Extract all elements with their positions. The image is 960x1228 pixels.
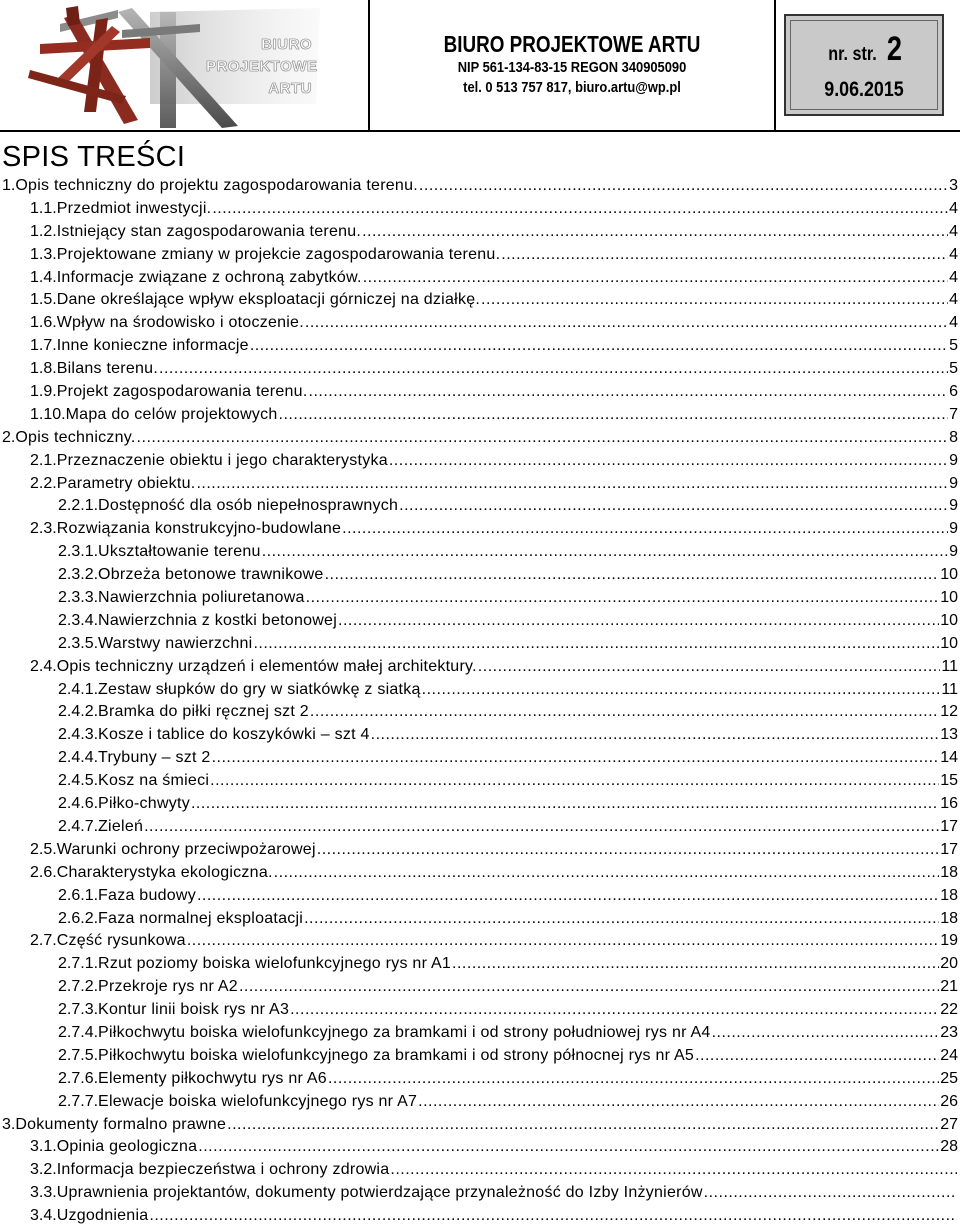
toc-dot-leader — [419, 175, 948, 198]
toc-entry-text: Wpływ na środowisko i otoczenie. — [56, 314, 304, 332]
toc-dot-leader — [239, 976, 939, 999]
toc-entry-page: 25 — [940, 1069, 958, 1087]
company-logo — [0, 0, 368, 132]
toc-entry-number: 1.1. — [30, 199, 57, 217]
toc-entry-text: Informacja bezpieczeństwa i ochrony zdrowia — [56, 1161, 390, 1179]
toc-entry-number: 1.2. — [30, 222, 57, 240]
toc-entry[interactable] — [0, 610, 960, 633]
toc-entry-text: Faza normalnej eksploatacji — [98, 909, 304, 927]
toc-entry-number: 2.4.1. — [58, 680, 99, 698]
toc-entry-text: Trybuny – szt 2 — [98, 749, 211, 767]
toc-dot-leader — [290, 999, 939, 1022]
toc-entry-text: Piłkochwytu boiska wielofunkcyjnego za bramkami i od strony północnej rys nr A5 — [98, 1046, 695, 1064]
toc-entry-page: 17 — [940, 840, 958, 858]
toc-entry-text: Charakterystyka ekologiczna. — [56, 863, 273, 881]
toc-entry[interactable] — [0, 862, 960, 885]
toc-dot-leader — [187, 930, 939, 953]
toc-entry-text: Zestaw słupków do gry w siatkówkę z siatką — [98, 680, 421, 698]
toc-entry-text: Nawierzchnia z kostki betonowej — [98, 611, 337, 629]
toc-entry[interactable] — [0, 312, 960, 335]
toc-entry-page: 10 — [940, 589, 958, 607]
toc-entry-text: Kontur linii boisk rys nr A3 — [98, 1001, 290, 1019]
toc-entry[interactable] — [0, 289, 960, 312]
table-of-contents — [0, 175, 960, 1228]
toc-dot-leader — [279, 404, 949, 427]
toc-entry-text: Kosz na śmieci — [98, 772, 210, 790]
toc-entry-number: 3.2. — [30, 1161, 57, 1179]
toc-entry-page: 21 — [940, 978, 958, 996]
toc-entry[interactable] — [0, 747, 960, 770]
toc-entry-text: Bilans terenu. — [56, 360, 159, 378]
toc-entry-text: Kosze i tablice do koszykówki – szt 4 — [98, 726, 370, 744]
toc-dot-leader — [149, 1205, 957, 1228]
toc-entry-text: Przedmiot inwestycji. — [56, 199, 212, 217]
toc-entry-number: 1.10. — [30, 405, 66, 423]
toc-entry-text: Informacje związane z ochroną zabytków. — [56, 268, 362, 286]
header-bottom-rule — [0, 130, 960, 132]
toc-entry-number: 2.1. — [30, 451, 57, 469]
toc-entry-number: 1.6. — [30, 314, 57, 332]
toc-entry[interactable] — [0, 518, 960, 541]
toc-entry[interactable] — [0, 587, 960, 610]
toc-dot-leader — [704, 1182, 957, 1205]
toc-dot-leader — [274, 862, 940, 885]
toc-entry-text: Obrzeża betonowe trawnikowe — [98, 566, 324, 584]
toc-entry[interactable] — [0, 473, 960, 496]
toc-entry[interactable] — [0, 1114, 960, 1137]
toc-entry[interactable] — [0, 381, 960, 404]
toc-entry[interactable] — [0, 1182, 960, 1205]
toc-entry-page: 5 — [949, 360, 958, 378]
toc-dot-leader — [197, 885, 939, 908]
toc-entry-number: 2.5. — [30, 840, 57, 858]
toc-entry-page: 28 — [940, 1138, 958, 1156]
toc-dot-leader — [501, 244, 948, 267]
toc-entry[interactable] — [0, 1091, 960, 1114]
toc-dot-leader — [418, 1091, 939, 1114]
toc-dot-leader — [212, 198, 948, 221]
toc-entry-number: 2.4.7. — [58, 817, 99, 835]
logo-text — [206, 34, 318, 100]
toc-entry-page: 5 — [949, 337, 958, 355]
toc-entry-number: 2.7.6. — [58, 1069, 99, 1087]
toc-entry[interactable] — [0, 679, 960, 702]
toc-entry-page: 10 — [940, 566, 958, 584]
company-name: BIURO PROJEKTOWE ARTU — [443, 31, 701, 57]
toc-entry-text: Warstwy nawierzchni — [98, 634, 253, 652]
header-divider — [368, 0, 370, 132]
toc-entry-page: 9 — [949, 520, 958, 538]
toc-entry[interactable] — [0, 1045, 960, 1068]
toc-entry[interactable] — [0, 358, 960, 381]
toc-entry-page: 26 — [940, 1092, 958, 1110]
toc-entry-number: 1.4. — [30, 268, 57, 286]
toc-entry-text: Część rysunkowa — [56, 932, 186, 950]
toc-entry[interactable] — [0, 541, 960, 564]
toc-entry-number: 2.6.1. — [58, 886, 99, 904]
document-date: 9.06.2015 — [824, 78, 904, 101]
toc-entry-page: 22 — [940, 1001, 958, 1019]
toc-entry-number: 2.3.2. — [58, 566, 99, 584]
toc-entry[interactable] — [0, 770, 960, 793]
toc-entry-number: 1.7. — [30, 337, 57, 355]
toc-title: SPIS TREŚCI — [2, 141, 186, 173]
toc-entry-text: Bramka do piłki ręcznej szt 2 — [98, 703, 309, 721]
toc-entry-number: 2.7. — [30, 932, 57, 950]
toc-entry-text: Warunki ochrony przeciwpożarowej — [56, 840, 316, 858]
toc-dot-leader — [481, 289, 948, 312]
toc-entry-number: 1.3. — [30, 245, 57, 263]
toc-entry-page: 20 — [940, 955, 958, 973]
toc-entry-page: 18 — [940, 886, 958, 904]
toc-entry-text: Rozwiązania konstrukcyjno-budowlane — [56, 520, 342, 538]
toc-dot-leader — [310, 701, 939, 724]
toc-entry-text: Opis techniczny do projektu zagospodarowania terenu. — [15, 177, 418, 194]
toc-dot-leader — [306, 587, 940, 610]
toc-entry-page: 11 — [941, 657, 958, 675]
toc-entry-page: 4 — [949, 222, 958, 240]
toc-entry-page: 7 — [949, 405, 958, 423]
toc-dot-leader — [317, 839, 939, 862]
toc-entry-number: 3. — [2, 1115, 16, 1133]
toc-entry[interactable] — [0, 221, 960, 244]
toc-entry-text: Piłkochwytu boiska wielofunkcyjnego za bramkami i od strony południowej rys nr A4 — [98, 1023, 711, 1041]
toc-entry-text: Dostępność dla osób niepełnosprawnych — [98, 497, 399, 515]
toc-entry[interactable] — [0, 1159, 960, 1182]
page-number-line — [786, 30, 942, 69]
toc-entry[interactable] — [0, 999, 960, 1022]
toc-entry-text: Dane określające wpływ eksploatacji górniczej na działkę. — [56, 291, 481, 309]
toc-entry[interactable] — [0, 953, 960, 976]
toc-entry[interactable] — [0, 427, 960, 450]
toc-entry-page: 14 — [940, 749, 958, 767]
toc-dot-leader — [191, 793, 939, 816]
header-divider — [774, 0, 776, 132]
toc-entry-text: Przekroje rys nr A2 — [98, 978, 238, 996]
toc-entry[interactable] — [0, 633, 960, 656]
toc-entry-number: 2.4.4. — [58, 749, 99, 767]
toc-entry-text: Mapa do celów projektowych — [65, 405, 278, 423]
toc-entry-page: 4 — [949, 199, 958, 217]
toc-entry-text: Dokumenty formalno prawne — [15, 1115, 227, 1133]
toc-entry-number: 2.6.2. — [58, 909, 99, 927]
toc-entry-text: Opis techniczny. — [15, 428, 136, 446]
toc-entry-text: Zieleń — [98, 817, 144, 835]
toc-dot-leader — [328, 1068, 939, 1091]
toc-dot-leader — [362, 221, 948, 244]
page-label: nr. str. — [828, 44, 877, 65]
company-ids: NIP 561-134-83-15 REGON 340905090 — [457, 59, 687, 76]
company-info — [372, 30, 772, 98]
toc-entry-page: 4 — [949, 268, 958, 286]
toc-entry[interactable] — [0, 564, 960, 587]
toc-dot-leader — [371, 724, 940, 747]
toc-entry-number: 2.4. — [30, 657, 57, 675]
toc-entry[interactable] — [0, 335, 960, 358]
toc-entry[interactable] — [0, 267, 960, 290]
toc-entry[interactable] — [0, 976, 960, 999]
toc-entry-number: 3.3. — [30, 1184, 57, 1202]
toc-entry-text: Faza budowy — [98, 886, 196, 904]
toc-entry[interactable] — [0, 1136, 960, 1159]
toc-entry-number: 2.3.4. — [58, 611, 99, 629]
toc-entry[interactable] — [0, 724, 960, 747]
toc-entry-number: 2.7.1. — [58, 955, 99, 973]
toc-entry-number: 1.9. — [30, 383, 57, 401]
toc-entry[interactable] — [0, 198, 960, 221]
toc-entry-page: 4 — [949, 245, 958, 263]
toc-entry-page: 9 — [949, 451, 958, 469]
toc-entry-page: 24 — [940, 1046, 958, 1064]
toc-entry-text: Ukształtowanie terenu — [98, 543, 261, 561]
toc-entry-page: 9 — [949, 474, 958, 492]
toc-dot-leader — [325, 564, 940, 587]
toc-dot-leader — [399, 495, 948, 518]
toc-entry-number: 2.3.5. — [58, 634, 99, 652]
toc-entry-number: 3.1. — [30, 1138, 57, 1156]
toc-entry-number: 1.8. — [30, 360, 57, 378]
toc-entry-number: 1. — [2, 177, 16, 194]
toc-entry-text: Rzut poziomy boiska wielofunkcyjnego rys nr A1 — [98, 955, 452, 973]
toc-entry-page: 17 — [940, 817, 958, 835]
toc-entry-page: 16 — [940, 795, 958, 813]
toc-dot-leader — [250, 335, 948, 358]
toc-entry-number: 2.7.7. — [58, 1092, 99, 1110]
toc-dot-leader — [196, 473, 948, 496]
toc-entry-page: 4 — [949, 291, 958, 309]
toc-dot-leader — [452, 953, 939, 976]
toc-dot-leader — [198, 1136, 939, 1159]
document-header — [0, 0, 960, 132]
toc-entry-text: Uzgodnienia — [56, 1207, 149, 1225]
logo-line: BIURO — [261, 36, 312, 53]
logo-line: ARTU — [268, 80, 312, 97]
toc-dot-leader — [363, 267, 948, 290]
toc-entry[interactable] — [0, 701, 960, 724]
toc-dot-leader — [712, 1022, 940, 1045]
toc-dot-leader — [695, 1045, 939, 1068]
toc-entry-text: Nawierzchnia poliuretanowa — [98, 589, 305, 607]
toc-entry-number: 2.7.3. — [58, 1001, 99, 1019]
toc-entry[interactable] — [0, 175, 960, 198]
toc-entry[interactable] — [0, 908, 960, 931]
toc-dot-leader — [210, 770, 939, 793]
toc-entry[interactable] — [0, 1022, 960, 1045]
toc-entry-number: 2.2.1. — [58, 497, 99, 515]
toc-entry-text: Przeznaczenie obiektu i jego charakterystyka — [56, 451, 388, 469]
toc-dot-leader — [305, 312, 948, 335]
toc-entry-number: 2.4.5. — [58, 772, 99, 790]
toc-entry-page: 4 — [949, 314, 958, 332]
toc-entry[interactable] — [0, 1068, 960, 1091]
toc-dot-leader — [422, 679, 941, 702]
toc-entry-text: Projektowane zmiany w projekcie zagospodarowania terenu. — [56, 245, 501, 263]
toc-entry[interactable] — [0, 495, 960, 518]
toc-entry-number: 2.4.6. — [58, 795, 99, 813]
toc-dot-leader — [309, 381, 949, 404]
toc-entry-number: 2.2. — [30, 474, 57, 492]
toc-entry[interactable] — [0, 816, 960, 839]
toc-entry-page: 10 — [940, 634, 958, 652]
toc-entry[interactable] — [0, 450, 960, 473]
toc-entry-page: 15 — [940, 772, 958, 790]
toc-entry-text: Piłko-chwyty — [98, 795, 190, 813]
toc-entry-number: 2.4.2. — [58, 703, 99, 721]
toc-entry-text: Parametry obiektu. — [56, 474, 196, 492]
toc-entry-number: 2.4.3. — [58, 726, 99, 744]
toc-entry[interactable] — [0, 930, 960, 953]
toc-dot-leader — [253, 633, 939, 656]
toc-entry-number: 2.7.2. — [58, 978, 99, 996]
company-contact: tel. 0 513 757 817, biuro.artu@wp.pl — [463, 79, 681, 96]
toc-entry-text: Opinia geologiczna — [56, 1138, 198, 1156]
logo-line: PROJEKTOWE — [206, 58, 318, 75]
toc-entry-text: Uprawnienia projektantów, dokumenty potwierdzające przynależność do Izby Inżynierów — [56, 1184, 703, 1202]
toc-entry-page: 13 — [940, 726, 958, 744]
toc-dot-leader — [212, 747, 940, 770]
toc-entry[interactable] — [0, 656, 960, 679]
toc-entry-text: Inne konieczne informacje — [56, 337, 249, 355]
toc-dot-leader — [137, 427, 949, 450]
toc-entry-number: 2.3.1. — [58, 543, 99, 561]
toc-entry-number: 2.3.3. — [58, 589, 99, 607]
toc-entry-page: 9 — [949, 497, 958, 515]
toc-entry-text: Elementy piłkochwytu rys nr A6 — [98, 1069, 327, 1087]
page-number: 2 — [887, 30, 903, 68]
toc-entry[interactable] — [0, 404, 960, 427]
toc-dot-leader — [144, 816, 939, 839]
toc-entry-text: Istniejący stan zagospodarowania terenu. — [56, 222, 362, 240]
toc-entry-page: 27 — [940, 1115, 958, 1133]
toc-entry-page: 3 — [949, 177, 958, 194]
toc-dot-leader — [338, 610, 939, 633]
toc-entry-page: 10 — [940, 611, 958, 629]
page-info-box — [784, 14, 944, 116]
toc-dot-leader — [262, 541, 948, 564]
toc-entry-number: 2.3. — [30, 520, 57, 538]
toc-entry-page: 8 — [949, 428, 958, 446]
toc-entry-page: 11 — [941, 680, 958, 698]
toc-entry-page: 19 — [940, 932, 958, 950]
toc-dot-leader — [342, 518, 948, 541]
toc-dot-leader — [227, 1114, 939, 1137]
toc-entry-number: 1.5. — [30, 291, 57, 309]
toc-dot-leader — [304, 908, 939, 931]
toc-entry[interactable] — [0, 244, 960, 267]
toc-dot-leader — [478, 656, 941, 679]
toc-entry-number: 2.7.4. — [58, 1023, 99, 1041]
toc-entry[interactable] — [0, 1205, 960, 1228]
toc-entry-page: 23 — [940, 1023, 958, 1041]
toc-entry-number: 2.7.5. — [58, 1046, 99, 1064]
toc-entry-page: 6 — [949, 383, 958, 401]
toc-entry-page: 12 — [940, 703, 958, 721]
toc-dot-leader — [390, 1159, 957, 1182]
toc-entry-number: 3.4. — [30, 1207, 57, 1225]
toc-dot-leader — [159, 358, 948, 381]
toc-entry-page: 9 — [949, 543, 958, 561]
toc-entry-page: 18 — [940, 909, 958, 927]
toc-entry-number: 2. — [2, 428, 16, 446]
toc-entry[interactable] — [0, 793, 960, 816]
toc-dot-leader — [389, 450, 948, 473]
toc-entry[interactable] — [0, 839, 960, 862]
toc-entry-text: Elewacje boiska wielofunkcyjnego rys nr A7 — [98, 1092, 418, 1110]
toc-entry-number: 2.6. — [30, 863, 57, 881]
toc-entry-page: 18 — [940, 863, 958, 881]
toc-entry-text: Projekt zagospodarowania terenu. — [56, 383, 308, 401]
toc-entry-text: Opis techniczny urządzeń i elementów małej architektury. — [56, 657, 477, 675]
toc-entry[interactable] — [0, 885, 960, 908]
